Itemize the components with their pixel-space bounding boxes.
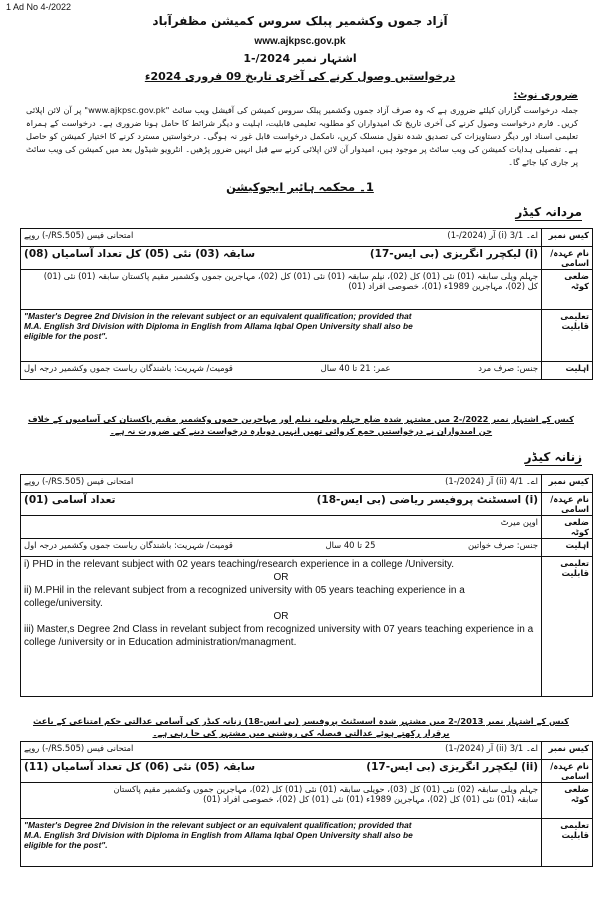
district-quota: جہلم ویلی سابقہ (01) نئی (01) کل (02)، نیلم سابقہ (01) نئی (01) کل (02)، مہاجرین جموں وکشمیر مقیم پاکستان سابقہ (01) نئی (01) کل (02)، مہاجرین 1989ء (01)، خصوصی افراد (01) [21, 270, 542, 310]
post-count: سابقہ (03) نئی (05) کل تعداد آسامیاں (08) [24, 248, 256, 260]
female-table [20, 474, 593, 697]
deadline: درخواستیں وصول کرنے کی آخری تاریخ 09 فروری 2024ء [144, 70, 456, 83]
important-heading: ضروری نوٹ: [513, 90, 578, 101]
qualification: "Master's Degree 2nd Division in the relevant subject or an equivalent qualification; provided that M.A. English 3rd Division with Diploma in English from Allama Iqbal Open University shall also be eligible for the post". [21, 310, 542, 362]
label-case-no: کیس نمبر [542, 742, 593, 760]
label-district: ضلعی کوٹہ [542, 783, 593, 819]
department-title: 1۔ محکمہ ہائیر ایجوکیشن [226, 180, 374, 194]
female-section-title: زنانہ کیڈر [524, 450, 582, 464]
commission-title: آزاد جموں وکشمیر پبلک سروس کمیشن مظفرآباد [152, 14, 448, 28]
label-case-no: کیس نمبر [542, 475, 593, 493]
important-note: جملہ درخواست گزاران کیلئے ضروری ہے کہ وہ صرف آزاد جموں وکشمیر پبلک سروس کمیشن کی آفیشل ویب سائٹ "www.ajkpsc.gov.pk" پر آن لائن اپلائی کریں۔ فارم درخواست وصول کرنے کی آخری تاریخ تک امیدواران کو مطلوبہ تعلیمی قابلیت، اہلیت و دیگر شرائط کا حامل ہونا ضروری ہے۔ درخواست کے ہمراہ تعلیمی اسناد اور دیگر دستاویزات کی تصدیق شدہ نقول منسلک کریں، نامکمل درخواست قابل غور نہ ہوگی۔ درخواستیں مسترد کرنے کا اختیار کمیشن کو حاصل ہے۔ تفصیلی ہدایات کمیشن کی ویب سائٹ پر موجود ہیں، امیدوار آن لائن اپلائی کرنے سے قبل انہیں ضرور پڑھیں۔ انٹرویو شیڈول بعد میں کمیشن کی ویب سائٹ پر جاری کیا جائے گا۔ [26, 105, 579, 167]
district-quota: جہلم ویلی سابقہ (02) نئی (01) کل (03)، حویلی سابقہ (01) نئی (01) کل (02)، مہاجرین جموں وکشمیر مقیم پاکستان سابقہ (01) نئی (01) کل (02)، مہاجرین 1989ء (01) نئی (01) کل (02)، خصوصی افراد (01) [21, 783, 542, 819]
post-name: (ii) لیکچرر انگریزی (بی ایس-17) [366, 761, 538, 773]
post-name: (i) لیکچرر انگریزی (بی ایس-17) [369, 248, 538, 260]
website-link[interactable]: www.ajkpsc.gov.pk [254, 36, 346, 47]
qualification: "Master's Degree 2nd Division in the relevant subject or an equivalent qualification; provided that M.A. English 3rd Division with Diploma in English from Allama Iqbal Open University shall also be eligible for the post". [21, 819, 542, 867]
case-number: اے۔ 3/1 (ii) آر (2024/-1) [445, 743, 538, 753]
post-name: (i) اسسٹنٹ پروفیسر ریاضی (بی ایس-18) [316, 494, 538, 506]
label-eligibility: اہلیت [542, 539, 593, 557]
case-number: اے۔ 4/1 (ii) آر (2024/-1) [445, 476, 538, 486]
label-eligibility: اہلیت [542, 362, 593, 380]
exam-fee: امتحانی فیس (RS.505/-) روپے [24, 743, 134, 753]
label-qualification: تعلیمی قابلیت [542, 557, 593, 697]
label-post: نام عہدہ/اسامی [542, 493, 593, 516]
domicile: قومیت/ شہریت: باشندگان ریاست جموں وکشمیر درجہ اول [24, 363, 233, 373]
post-count: تعداد آسامی (01) [24, 494, 116, 506]
label-case-no: کیس نمبر [542, 229, 593, 247]
domicile: قومیت/ شہریت: باشندگان ریاست جموں وکشمیر درجہ اول [24, 540, 233, 550]
district-quota: اوپن میرٹ [21, 516, 542, 539]
male-note: کیس کے اشتہار نمبر 2022/-2 میں مشتہر شدہ ضلع جہلم ویلی، نیلم اور مہاجرین جموں وکشمیر مقیم پاکستان کی آسامیوں کے خلاف جن امیدواران نے درخواستیں جمع کروائی تھیں انہیں دوبارہ درخواست دینے کی ضرورت نہ ہے۔ [27, 414, 575, 436]
case-cell [21, 229, 542, 247]
ad-number: اشتہار نمبر 2024/-1 [243, 52, 357, 65]
label-post: نام عہدہ/اسامی [542, 760, 593, 783]
label-post: نام عہدہ/اسامی [542, 247, 593, 270]
exam-fee: امتحانی فیس (RS.505/-) روپے [24, 230, 134, 240]
male-section-title: مردانہ کیڈر [515, 205, 582, 219]
gender: جنس: صرف مرد [478, 363, 538, 373]
female-table-2 [20, 741, 593, 867]
label-qualification: تعلیمی قابلیت [542, 310, 593, 362]
case-number: اے۔ 3/1 (i) آر (2024/-1) [447, 230, 538, 240]
age: 25 تا 40 سال [325, 540, 376, 550]
male-table [20, 228, 593, 380]
gender: جنس: صرف خواتین [467, 540, 538, 550]
label-district: ضلعی کوٹہ [542, 516, 593, 539]
female-note: کیس کے اشتہار نمبر 2013/-2 میں مشتہر شدہ اسسٹنٹ پروفیسر (بی ایس-18) زنانہ کیڈر کی آسامی عدالتی حکم امتناعی کے باعث برقرار رکھتے ہوئے عدالتی فیصلہ کی روشنی میں مشتہر کی جا رہی ہے۔ [32, 716, 569, 738]
qualification: i) PHD in the relevant subject with 02 years teaching/research experience in a college /University. OR ii) M.PHil in the relevant subject from a recognized university with 05 years teaching experience in a college/university. OR iii) Master,s Degree 2nd Class in revelant subject from recognized university with 07 years teaching experience in a college /university or in Education administration/managment. [21, 557, 542, 697]
exam-fee: امتحانی فیس (RS.505/-) روپے [24, 476, 134, 486]
post-count: سابقہ (05) نئی (06) کل تعداد آسامیاں (11) [24, 761, 256, 773]
ad-number-corner: 1 Ad No 4-/2022 [6, 2, 72, 12]
label-district: ضلعی کوٹہ [542, 270, 593, 310]
age: عمر: 21 تا 40 سال [320, 363, 391, 373]
label-qualification: تعلیمی قابلیت [542, 819, 593, 867]
